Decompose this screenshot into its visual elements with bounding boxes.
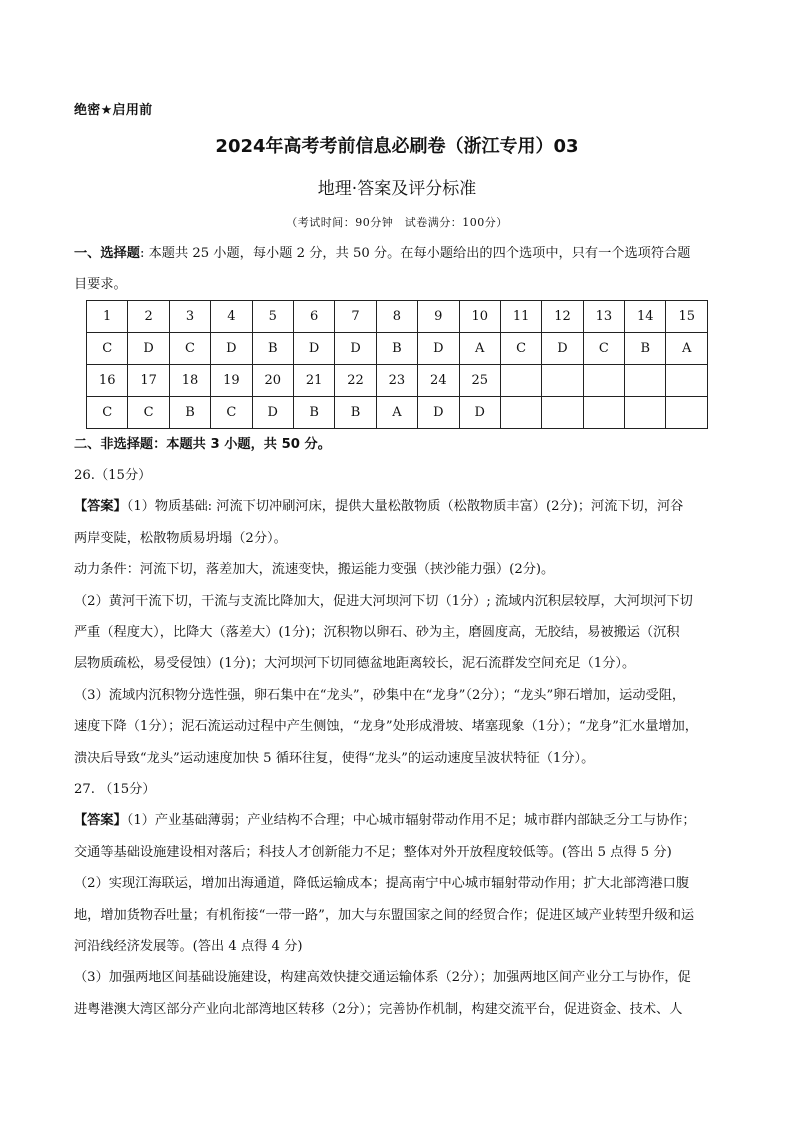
q26-line: 严重（程度大），比降大（落差大）(1分)；沉积物以卵石、砂为主，磨圆度高，无胶结，易被搬运（沉积 xyxy=(74,625,680,641)
answer-table-row-numbers-2 xyxy=(87,365,708,397)
q27-line: 进粤港澳大湾区部分产业向北部湾地区转移（2分）；完善协作机制，构建交流平台，促进资金、技术、人 xyxy=(74,1001,683,1017)
answer-cell: C xyxy=(87,397,128,429)
section2-heading-text: 二、非选择题：本题共 3 小题，共 50 分。 xyxy=(74,437,331,452)
answer-cell: B xyxy=(625,333,666,365)
answer-cell: D xyxy=(418,333,459,365)
answer-cell xyxy=(625,397,666,429)
answer-cell: D xyxy=(542,333,583,365)
question-number-cell: 23 xyxy=(376,365,417,397)
section1-heading-line2: 目要求。 xyxy=(74,277,127,293)
question-number-cell: 21 xyxy=(293,365,334,397)
answer-table xyxy=(86,300,708,429)
question-number-cell: 2 xyxy=(128,301,169,333)
question-number-cell: 5 xyxy=(252,301,293,333)
question-number-cell: 25 xyxy=(459,365,500,397)
question-number-cell: 22 xyxy=(335,365,376,397)
q27-line: 交通等基础设施建设相对落后；科技人才创新能力不足；整体对外开放程度较低等。(答出 5 点得 5 分) xyxy=(74,844,672,860)
answer-cell: C xyxy=(583,333,624,365)
answer-cell: D xyxy=(459,397,500,429)
question-number-cell xyxy=(542,365,583,397)
answer-cell: C xyxy=(500,333,541,365)
question-number-cell: 24 xyxy=(418,365,459,397)
question-number-cell: 8 xyxy=(376,301,417,333)
q27-line: （1）产业基础薄弱；产业结构不合理；中心城市辐射带动作用不足；城市群内部缺乏分工与协作； xyxy=(126,813,696,829)
answer-cell xyxy=(500,397,541,429)
q27-line: （3）加强两地区间基础设施建设，构建高效快捷交通运输体系（2分）；加强两地区间产业分工与协作，促 xyxy=(74,970,691,986)
question-number-cell: 9 xyxy=(418,301,459,333)
answer-cell: D xyxy=(252,397,293,429)
question-number-cell: 19 xyxy=(211,365,252,397)
question-number-cell: 7 xyxy=(335,301,376,333)
q26-line: 层物质疏松，易受侵蚀）(1分)；大河坝河下切同德盆地距离较长，泥石流群发空间充足（1分）。 xyxy=(74,656,636,672)
question-number-cell: 14 xyxy=(625,301,666,333)
answer-cell xyxy=(583,397,624,429)
answer-cell: A xyxy=(459,333,500,365)
answer-cell: C xyxy=(128,397,169,429)
q26-line: 速度下降（1分）；泥石流运动过程中产生侧蚀，“龙身”处形成滑坡、堵塞现象（1分）；“龙身”汇水量增加， xyxy=(74,719,698,735)
q26-line: （2）黄河干流下切，干流与支流比降加大，促进大河坝河下切（1分）; 流域内沉积层较厚，大河坝河下切 xyxy=(74,593,693,609)
question-number-cell xyxy=(625,365,666,397)
question-number-cell: 15 xyxy=(666,301,708,333)
answer-cell: B xyxy=(293,397,334,429)
question-number-cell: 13 xyxy=(583,301,624,333)
question-number-cell xyxy=(666,365,708,397)
answer-table-row-numbers-1 xyxy=(87,301,708,333)
page-title: 2024年高考考前信息必刷卷（浙江专用）03 xyxy=(215,136,579,157)
question-number-cell: 18 xyxy=(169,365,210,397)
answer-cell: A xyxy=(666,333,708,365)
q27-answer-tag: 【答案】 xyxy=(74,813,127,829)
section1-heading-rest: : 本题共 25 小题，每小题 2 分，共 50 分。在每小题给出的四个选项中，只有一个选项符合题 xyxy=(139,246,691,261)
question-number-cell: 16 xyxy=(87,365,128,397)
answer-cell: B xyxy=(252,333,293,365)
answer-cell xyxy=(542,397,583,429)
confidential-label: 绝密★启用前 xyxy=(74,103,153,118)
section2-heading xyxy=(74,429,724,460)
q26-line: （1）物质基础: 河流下切冲刷河床，提供大量松散物质（松散物质丰富）(2分)；河流下切，河谷 xyxy=(126,499,684,515)
q26-line: （3）流域内沉积物分选性强，卵石集中在“龙头”，砂集中在“龙身”（2分）；“龙头”卵石增加，运动受阻， xyxy=(74,687,686,703)
question-number-cell: 11 xyxy=(500,301,541,333)
question-number-cell xyxy=(500,365,541,397)
answer-cell: D xyxy=(418,397,459,429)
exam-info: （考试时间：90分钟 试卷满分：100分） xyxy=(286,216,508,229)
question-26 xyxy=(74,460,724,774)
question-number-cell: 10 xyxy=(459,301,500,333)
answer-table-row-answers-1 xyxy=(87,333,708,365)
q26-line: 动力条件：河流下切，落差加大，流速变快，搬运能力变强（挟沙能力强）(2分)。 xyxy=(74,562,555,578)
q26-line: 溃决后导致“龙头”运动速度加快 5 循环往复，使得“龙头”的运动速度呈波状特征（1分）。 xyxy=(74,750,595,766)
q26-answer-tag: 【答案】 xyxy=(74,499,127,515)
question-number-cell: 4 xyxy=(211,301,252,333)
question-number-cell: 3 xyxy=(169,301,210,333)
answer-cell: C xyxy=(169,333,210,365)
q26-number: 26.（15分） xyxy=(74,468,152,483)
question-27 xyxy=(74,774,724,1025)
page-subtitle: 地理·答案及评分标准 xyxy=(317,179,477,199)
answer-table-row-answers-2 xyxy=(87,397,708,429)
q27-line: （2）实现江海联运，增加出海通道，降低运输成本；提高南宁中心城市辐射带动作用；扩大北部湾港口腹 xyxy=(74,876,690,892)
q27-line: 地，增加货物吞吐量；有机衔接“一带一路”，加大与东盟国家之间的经贸合作；促进区域产业转型升级和运 xyxy=(74,907,695,923)
answer-cell: D xyxy=(211,333,252,365)
q26-line: 两岸变陡，松散物质易坍塌（2分）。 xyxy=(74,530,287,546)
answer-cell: B xyxy=(335,397,376,429)
answer-cell: D xyxy=(293,333,334,365)
question-number-cell: 6 xyxy=(293,301,334,333)
q27-number: 27. （15分） xyxy=(74,782,156,797)
question-number-cell xyxy=(583,365,624,397)
answer-cell: C xyxy=(87,333,128,365)
q27-line: 河沿线经济发展等。(答出 4 点得 4 分) xyxy=(74,939,303,955)
answer-cell: D xyxy=(128,333,169,365)
question-number-cell: 12 xyxy=(542,301,583,333)
section1-heading-bold: 一、选择题 xyxy=(74,246,140,261)
answer-cell: C xyxy=(211,397,252,429)
answer-cell: A xyxy=(376,397,417,429)
question-number-cell: 20 xyxy=(252,365,293,397)
section1-heading xyxy=(74,238,724,301)
question-number-cell: 1 xyxy=(87,301,128,333)
answer-cell: D xyxy=(335,333,376,365)
answer-cell: B xyxy=(169,397,210,429)
question-number-cell: 17 xyxy=(128,365,169,397)
answer-cell: B xyxy=(376,333,417,365)
answer-cell xyxy=(666,397,708,429)
